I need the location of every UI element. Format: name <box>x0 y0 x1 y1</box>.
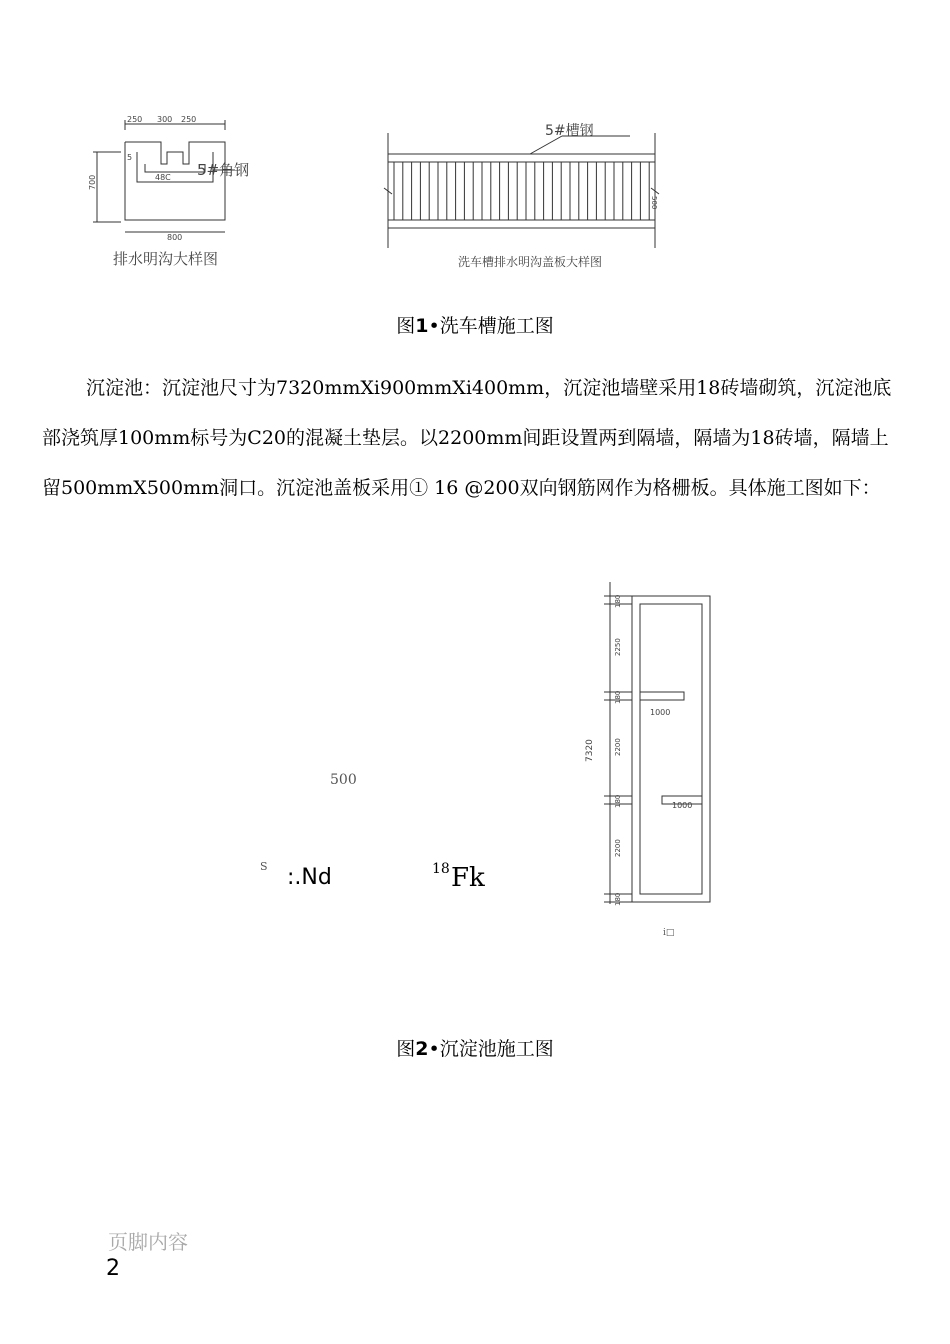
figure1-caption-number: 1 <box>415 315 429 337</box>
cover-plate-title: 洗车槽排水明沟盖板大样图 <box>458 255 603 269</box>
segment-dim: 180 <box>614 794 622 808</box>
opening-2-dim: 1000 <box>672 801 693 810</box>
segment-dim: 180 <box>614 892 622 906</box>
dim-top-3: 250 <box>181 115 197 124</box>
figure2-caption-text: •沉淀池施工图 <box>428 1038 554 1060</box>
segment-dim: 2200 <box>614 738 622 756</box>
segment-dim: 2250 <box>614 638 622 656</box>
dim-top-1: 250 <box>127 115 143 124</box>
figure2-caption <box>0 1034 950 1061</box>
grating-bars <box>394 162 649 220</box>
dim-inner: 48C <box>155 173 171 182</box>
opening-1-dim: 1000 <box>650 708 671 717</box>
page-number: 2 <box>106 1256 120 1281</box>
figure2-caption-prefix: 图 <box>396 1038 416 1060</box>
footer-label: 页脚内容 <box>108 1230 188 1254</box>
bottom-mark-fragment: i□ <box>663 928 675 938</box>
total-length-dim: 7320 <box>585 739 595 762</box>
dim-top-2: 300 <box>157 115 173 124</box>
figure1-caption-prefix: 图 <box>396 315 416 337</box>
segment-labels <box>614 595 622 906</box>
fk-fragment: Fk <box>451 863 485 893</box>
figure1-drain-ditch-drawing <box>85 112 265 272</box>
figure2-caption-number: 2 <box>415 1038 429 1060</box>
side-dim: 500 <box>650 196 658 210</box>
dim-small-mark: 5 <box>127 153 133 162</box>
sedimentation-tank-paragraph <box>42 363 897 513</box>
figure1-caption <box>0 311 950 338</box>
sedimentation-tank-plan <box>578 578 718 908</box>
channel-steel-label: 5#槽钢 <box>545 123 594 139</box>
figure1-cover-plate-drawing <box>380 118 665 273</box>
drain-ditch-title: 排水明沟大样图 <box>113 250 219 268</box>
segment-dim: 180 <box>614 690 622 704</box>
dim-height: 700 <box>88 174 97 190</box>
segment-dim: 180 <box>614 594 622 608</box>
figure1-caption-text: •洗车槽施工图 <box>428 315 554 337</box>
dim-500-fragment: 500 <box>330 772 357 788</box>
paragraph-text: 沉淀池：沉淀池尺寸为7320mmXi900mmXi400mm，沉淀池墙壁采用18砖墙砌筑，沉淀池底部浇筑厚100mm标号为C20的混凝土垫层。以2200mm间距设置两到隔墙，隔墙为18砖墙，隔墙上留500mmX500mm洞口。沉淀池盖板采用① 16 @200双向钢筋网作为格栅板。具体施工图如下： <box>42 377 892 499</box>
nd-fragment: :.Nd <box>287 865 332 890</box>
segment-dim: 2200 <box>614 839 622 857</box>
angle-steel-label: 5#角钢 <box>197 161 250 179</box>
sup-18-fragment: 18 <box>432 861 450 877</box>
mark-s-fragment: S <box>260 860 268 873</box>
dim-bottom: 800 <box>167 233 183 242</box>
